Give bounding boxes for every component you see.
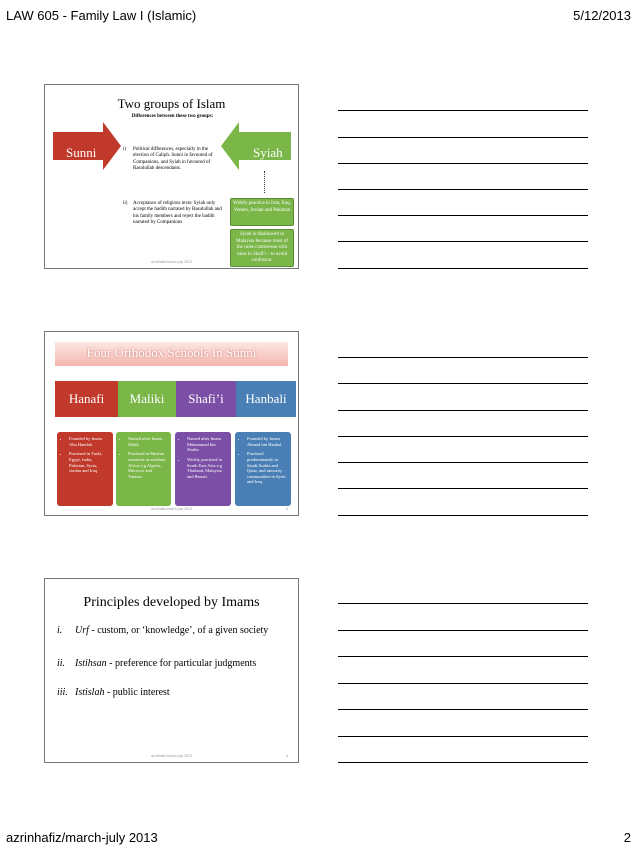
note-line <box>338 603 588 604</box>
slide-principles <box>44 578 299 763</box>
slide-title: Principles developed by Imams <box>83 595 260 610</box>
school-shafii: Shafi’i <box>176 381 236 417</box>
principle-2-term: Istihsan <box>75 658 107 669</box>
note-line <box>338 268 588 269</box>
card-hanbali-point-2: • Practised predominantly in Saudi Arabia and Qatar, and minority communities in Syria and Iraq. <box>247 451 286 485</box>
card-hanbali-point-1: • Founded by Imam Ahmad bin Hanbal. <box>247 436 286 447</box>
principle-1-number: i. <box>57 625 63 636</box>
point-1-text: Political differences, especially in the election of Caliph. Sunni in favoured of Companions, and Syiah in favoured of Rasulullah descendants. <box>133 147 213 171</box>
point-2-number: ii) <box>123 201 128 206</box>
note-line <box>338 630 588 631</box>
note-line <box>338 709 588 710</box>
syiah-label: Syiah <box>253 145 283 160</box>
point-1-number: i) <box>123 147 127 152</box>
card-hanafi-point-2: • Practised in Turki, Egypt, India, Pakistan, Syria, Jordan and Iraq <box>69 451 108 474</box>
card-hanafi <box>57 432 113 506</box>
point-2 <box>123 201 223 226</box>
slide-two-groups <box>44 84 299 269</box>
principle-2 <box>57 658 256 669</box>
note-line <box>338 436 588 437</box>
card-shafii-point-1: • Named after Imam Muhammad bin Shafie. <box>187 436 226 453</box>
slide-footer: azrinhafiz/march-july 2013 <box>151 260 192 264</box>
differences-title: Differences between these two groups: <box>131 114 214 119</box>
principle-3 <box>57 687 170 698</box>
slide-number: 6 <box>286 754 288 758</box>
note-line <box>338 683 588 684</box>
header-right: 5/12/2013 <box>573 8 631 23</box>
header-left: LAW 605 - Family Law I (Islamic) <box>6 8 197 23</box>
card-shafii-point-2: • Widely practised in South East Asia e.g Thailand, Malaysia and Brunei. <box>187 457 226 480</box>
school-maliki: Maliki <box>118 381 176 417</box>
note-line <box>338 410 588 411</box>
note-line <box>338 656 588 657</box>
card-maliki-point-1: • Named after Imam Malik <box>128 436 166 447</box>
sunni-label: Sunni <box>66 145 97 160</box>
note-line <box>338 189 588 190</box>
note-line <box>338 515 588 516</box>
note-line <box>338 110 588 111</box>
note-line <box>338 762 588 763</box>
principle-1 <box>57 625 268 636</box>
slide-number: 5 <box>286 507 288 511</box>
principle-3-text: - public interest <box>104 687 170 698</box>
note-line <box>338 383 588 384</box>
dotted-connector <box>264 171 265 193</box>
principle-2-text: - preference for particular judgments <box>106 658 257 669</box>
slide-footer: azrinhafiz/march-july 2013 <box>151 754 192 758</box>
note-line <box>338 137 588 138</box>
footer-left: azrinhafiz/march-july 2013 <box>6 830 158 845</box>
school-hanbali: Hanbali <box>236 381 296 417</box>
note-line <box>338 215 588 216</box>
card-maliki <box>116 432 171 506</box>
slide-four-schools <box>44 331 299 516</box>
footer-right: 2 <box>623 830 631 845</box>
slide-title: Four Orthodox Schools In Sunni <box>86 345 257 360</box>
principle-2-number: ii. <box>57 658 66 669</box>
note-line <box>338 462 588 463</box>
principle-3-number: iii. <box>57 687 68 698</box>
card-shafii <box>175 432 231 506</box>
card-maliki-point-2: • Practised in Muslim countries in northern Africa e.g Algeria, Morocco and Tunisia. <box>128 451 166 479</box>
note-line <box>338 241 588 242</box>
note-line <box>338 357 588 358</box>
note-line <box>338 488 588 489</box>
principle-1-text: - custom, or ‘knowledge’, of a given society <box>88 625 269 636</box>
point-1 <box>123 147 223 172</box>
slide-title: Two groups of Islam <box>117 96 226 111</box>
school-hanafi: Hanafi <box>55 381 118 417</box>
card-hanafi-point-1: • Founded by Imam Abu Hanifah <box>69 436 108 447</box>
note-line <box>338 163 588 164</box>
disallowed-box: Syiah is disallowed in Malaysia because most of the rules contravene with rules in Shafi'i – to avoid confusion. <box>230 229 294 267</box>
note-line <box>338 736 588 737</box>
point-2-text: Acceptance of religious texts: Syiah only accept the hadith narrated by Rasulullah and his family members and reject the hadith narrated by Companions <box>133 201 222 225</box>
principle-3-term: Istislah <box>75 687 105 698</box>
practice-box: Widely practice in Iran, Iraq, Yemen, Jordan and Pakistan <box>230 198 294 226</box>
slide-footer: azrinhafiz/march-july 2013 <box>151 507 192 511</box>
principle-1-term: Urf <box>75 625 89 636</box>
card-hanbali <box>235 432 291 506</box>
